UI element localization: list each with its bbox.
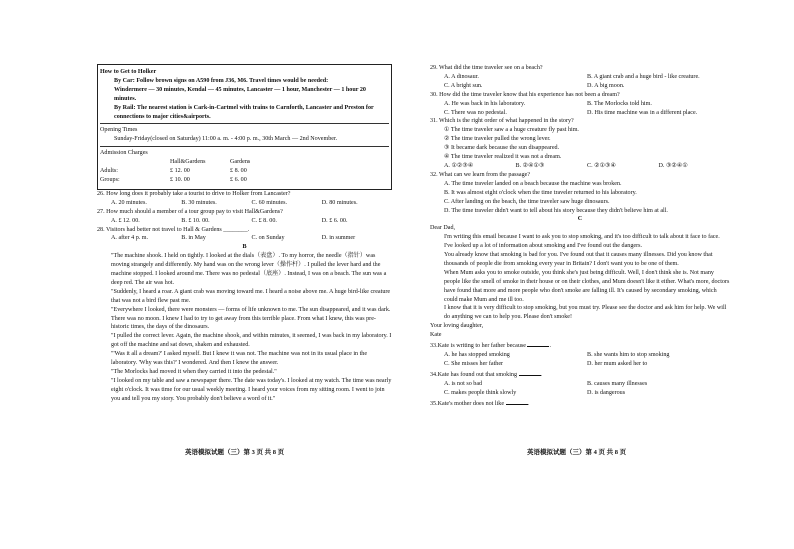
story-paragraph: "I pulled the correct lever. Again, the machine shook, and within minutes, it seemed, I was back in my laboratory. I got off the machine and sat down, shaken and exhausted. xyxy=(111,333,392,349)
option: B. The Morlocks told him. xyxy=(587,100,652,107)
option: C. After landing on the beach, the time traveler saw huge dinosaurs. xyxy=(444,198,610,205)
q30-options xyxy=(430,100,730,109)
question-27: 27. How much should a member of a tour group pay to visit Hall&Gardens? xyxy=(97,208,283,215)
option: D. in summer xyxy=(321,235,356,242)
option: A. 20 minutes. xyxy=(111,199,147,206)
opening-times: Sunday-Friday(closed on Saturday) 11:00 a. m. - 4:00 p. m., 30th March — 2nd November. xyxy=(114,136,338,143)
adults-garden-price: £ 8. 00 xyxy=(230,168,247,175)
q31-statement: ② The time traveler pulled the wrong lever. xyxy=(444,136,551,143)
letter-paragraph: You already know that smoking is bad for you. I've found out that it causes many illnesses. Did you know that thousands of people die from smoking every year in Britain? I don't want you to be one of them. xyxy=(444,252,713,267)
option: C. A bright sun. xyxy=(444,82,483,89)
q30-options xyxy=(430,109,730,118)
question-35-text: 35.Kate's mother does not like xyxy=(430,400,505,407)
groups-garden-price: £ 6. 00 xyxy=(230,176,247,183)
option: A. after 4 p. m. xyxy=(111,235,149,242)
q26-options xyxy=(97,199,392,208)
letter-paragraph: I know that it is very difficult to stop smoking, but you must try. Please see the doctor and ask him for help. We will do anything we can to help you. Please don't smoke! xyxy=(444,305,727,321)
rail-directions: By Rail: The nearest station is Cark-in-Cartmel with trains to Carnforth, Lancaster and Preston for connections to major cities&airports. xyxy=(114,104,374,120)
option: C. 60 minutes. xyxy=(251,199,288,206)
adults-label: Adults: xyxy=(100,168,118,175)
letter-signature: Kate xyxy=(430,332,442,339)
page-3-footer: 英语模拟试题（三）第 3 页 共 8 页 xyxy=(185,449,285,456)
page-4 xyxy=(430,64,730,408)
q33-options xyxy=(430,351,730,360)
option: B. in May xyxy=(181,235,206,242)
travel-times: Windermere — 30 minutes, Kendal — 45 minutes, Lancaster — 1 hour, Manchester — 1 hour 20 minutes. xyxy=(114,86,366,102)
option: D. her mum asked her to xyxy=(587,360,648,367)
story-paragraph: "Everywhere I looked, there were monsters — forms of life unknown to me. The sun disappeared, and it was dark. There was no moon. I knew I had to try to get away from this terrible place. From what I knew, this was pre-historic times, the days of the dinosaurs. xyxy=(111,306,391,331)
question-34-text: 34.Kate has found out that smoking xyxy=(430,371,517,378)
option: B. 30 minutes. xyxy=(181,199,217,206)
option: C. There was no pedestal. xyxy=(444,109,507,116)
option: B. £ 10. 00. xyxy=(181,217,210,224)
option: A. He was back in his laboratory. xyxy=(444,100,526,107)
q31-statement: ④ The time traveler realized it was not a dream. xyxy=(444,154,562,161)
q34-options xyxy=(430,389,730,398)
answer-blank xyxy=(506,398,528,405)
option: A. is not so bad xyxy=(444,380,483,387)
option: B. causes many illnesses xyxy=(587,380,648,387)
option: D. His time machine was in a different place. xyxy=(587,109,698,116)
groups-label: Groups: xyxy=(100,176,120,183)
col-hall-gardens: Hall&Gardens xyxy=(170,159,206,166)
option: D. The time traveler didn't want to tell about his story because they didn't believe him at all. xyxy=(444,207,668,214)
groups-row xyxy=(100,176,389,185)
letter-paragraph: When Mum asks you to smoke outside, you think she's just being difficult. Well, I don't think she is. Not many people like the smell of smoke in their house or on their clothes, and Mum doesn't like it either. What's more, doctors have found that more and more people who don't smoke are falling ill. It's caused by secondary smoking, which could make Mum and me ill too. xyxy=(444,269,730,303)
question-35: 35.Kate's mother does not like . xyxy=(430,398,730,409)
opening-section xyxy=(100,126,389,147)
story-paragraph: "Suddenly, I heard a roar. A giant crab was moving toward me. I heard a noise above me. A huge bird-like creature that was not a bird flew past me. xyxy=(111,288,391,304)
question-28: 28. Visitors had better not travel to Hall & Gardens ________. xyxy=(97,226,250,233)
q31-options xyxy=(430,162,730,171)
box-title: How to Get to Holker xyxy=(100,69,157,75)
option: C. on Sunday xyxy=(251,235,285,242)
option: B. ②④①③ xyxy=(515,162,545,169)
page-3 xyxy=(97,64,392,404)
q33-options xyxy=(430,360,730,369)
option: A. ①②③④ xyxy=(444,162,474,169)
question-32: 32. What can we learn from the passage? xyxy=(430,171,531,178)
letter-greeting: Dear Dad, xyxy=(430,225,456,232)
q27-options xyxy=(97,217,392,226)
option: D. ③②④① xyxy=(658,162,688,169)
question-33-text: 33.Kate is writing to her father because xyxy=(430,343,526,350)
charges-header xyxy=(100,158,389,167)
q34-options xyxy=(430,380,730,389)
adults-hall-price: £ 12. 00 xyxy=(170,168,190,175)
question-26: 26. How long does it probably take a tourist to drive to Holker from Lancaster? xyxy=(97,190,291,197)
option: A. The time traveler landed on a beach because the machine was broken. xyxy=(444,180,622,187)
letter-paragraph: I'm writing this email because I want to ask you to stop smoking, and it's too difficult to talk about it face to face. I've looked up a lot of information about smoking and I've found out the dangers. xyxy=(444,234,720,250)
story-paragraph: "The Morlocks had moved it when they carried it into the pedestal." xyxy=(111,369,277,375)
option: B. she wants him to stop smoking xyxy=(587,352,670,358)
option: D. £ 6. 00. xyxy=(321,217,348,224)
option: C. makes people think slowly xyxy=(444,389,517,396)
option: D. A big moon. xyxy=(587,82,625,89)
option: D. 80 minutes. xyxy=(321,199,358,206)
q29-options xyxy=(430,82,730,91)
opening-title: Opening Times xyxy=(100,127,138,134)
story-paragraph: "I looked on my table and saw a newspaper there. The date was today's. I looked at my watch. The time was nearly eight o'clock. It was time for our usual weekly meeting. I heard your voices from my sitting room. I went to join you and tell you my story. You probably don't believe a word of it." xyxy=(111,377,392,402)
charges-section xyxy=(100,149,389,187)
car-directions: By Car: Follow brown signs on A590 from J36, M6. Travel times would be needed: xyxy=(114,77,329,84)
option: D. is dangerous xyxy=(587,389,626,396)
section-b-title: B xyxy=(242,244,247,251)
holker-info-box xyxy=(97,64,392,190)
travel-section xyxy=(100,68,389,124)
option: B. It was almost eight o'clock when the time traveler returned to his laboratory. xyxy=(444,189,637,196)
page-4-footer: 英语模拟试题（三）第 4 页 共 8 页 xyxy=(527,449,627,456)
q31-statement: ① The time traveler saw a a huge creature fly past him. xyxy=(444,127,579,134)
option: C. ②①③④ xyxy=(587,162,616,169)
answer-blank xyxy=(519,369,541,376)
question-30: 30. How did the time traveler know that his experience has not been a dream? xyxy=(430,91,620,98)
story-paragraph: "'Was it all a dream?' I asked myself. But I knew it was not. The machine was not in its usual place in the laboratory. 'Why was this?' I wondered. And then I knew the answer. xyxy=(111,351,368,367)
option: A. £ 12. 00. xyxy=(111,217,140,224)
option: A. A dinosaur. xyxy=(444,73,479,80)
option: C. She misses her father xyxy=(444,360,504,367)
charges-title: Admission Charges xyxy=(100,150,148,157)
story-paragraph: "The machine shook. I held on tightly. I looked at the dials（表盘）. To my horror, the needle（指针）was moving strangely and differently. My hand was on the wrong lever（操作杆）. I pulled the lever hard and the machine stopped. I looked around me. There was no pedestal（底座）. Instead, I was on a beach. The sun was a deep red. The air was hot. xyxy=(111,253,387,286)
col-gardens: Gardens xyxy=(230,159,251,166)
q31-statement: ③ It became dark because the sun disappeared. xyxy=(444,145,560,152)
option: C. £ 8. 00. xyxy=(251,217,277,224)
section-c-title: C xyxy=(577,216,583,223)
question-29: 29. What did the time traveler see on a beach? xyxy=(430,65,543,71)
q29-options xyxy=(430,73,730,82)
option: A. he has stopped smoking xyxy=(444,352,510,358)
question-31: 31. Which is the right order of what happened in the story? xyxy=(430,118,574,125)
option: B. A giant crab and a huge bird - like creature. xyxy=(587,73,700,80)
adults-row xyxy=(100,167,389,176)
question-33: 33.Kate is writing to her father because . xyxy=(430,340,730,351)
letter-closing: Your loving daughter, xyxy=(430,323,484,330)
q28-options xyxy=(97,234,392,243)
answer-blank xyxy=(527,340,549,347)
question-34: 34.Kate has found out that smoking . xyxy=(430,369,730,380)
groups-hall-price: £ 10. 00 xyxy=(170,176,190,183)
